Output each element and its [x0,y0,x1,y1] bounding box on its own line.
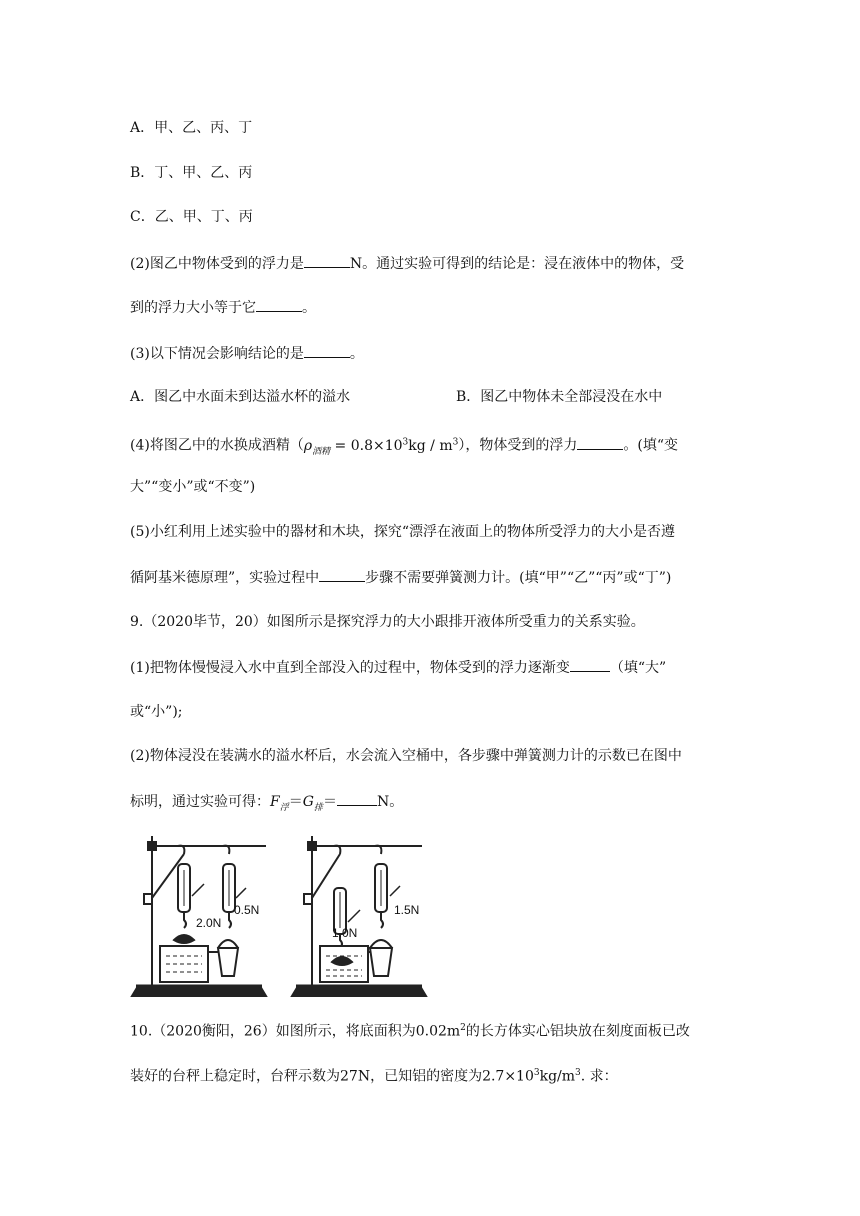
answer-blank[interactable] [304,253,350,268]
q5-line2: 循阿基米德原理”，实验过程中 步骤不需要弹簧测力计。(填“甲”“乙”“丙”或“丁”) [130,567,671,588]
experiment-figure [126,828,428,998]
answer-blank[interactable] [304,343,350,358]
q4-line2: 大”“变小”或“不变”) [130,479,256,495]
option-c: C．乙、甲、丁、丙 [130,209,253,225]
left-reading-2: 0.5N [234,903,260,917]
q10-line2: 装好的台秤上稳定时，台秤示数为27N，已知铝的密度为$2.7\times 10^3kg/m^3$. 求： [130,1068,618,1085]
q3-options [130,387,730,407]
q3-option-a: A．图乙中水面未到达溢水杯的溢水 [130,389,351,405]
q9-p2-line1: (2)物体浸没在装满水的溢水杯后，水会流入空桶中，各步骤中弹簧测力计的示数已在图中 [130,748,682,764]
q5-line1: (5)小红利用上述实验中的器材和木块，探究“漂浮在液面上的物体所受浮力的大小是否遵 [130,524,675,540]
q2-line1: (2)图乙中物体受到的浮力是 N。通过实验可得到的结论是：浸在液体中的物体，受 [130,253,684,274]
right-reading-2: 1.5N [394,903,420,917]
q10-line1: 10.（2020衡阳，26）如图所示，将底面积为$0.02m^2$的长方体实心铝块放在刻度面板已改 [130,1023,690,1040]
answer-blank[interactable] [256,297,302,312]
answer-blank[interactable] [319,567,365,582]
option-a: A．甲、乙、丙、丁 [130,120,253,136]
q2-line2: 到的浮力大小等于它 。 [130,297,316,318]
q9-p2-line2: 标明，通过实验可得：$F_浮=G_排= N$。 [130,791,403,818]
q3-option-b: B．图乙中物体未全部浸没在水中 [456,389,663,405]
q9-title: 9.（2020毕节，20）如图所示是探究浮力的大小跟排开液体所受重力的关系实验。 [130,614,645,630]
q9-p1-line2: 或“小”); [130,704,183,720]
right-reading-1: 1.0N [332,926,358,940]
q9-p1-line1: (1)把物体慢慢浸入水中直到全部没入的过程中，物体受到的浮力逐渐变 （填“大” [130,657,666,678]
buoyancy-formula: $F_浮=G_排=$ [270,794,337,813]
answer-blank[interactable] [570,657,610,672]
answer-blank[interactable] [577,435,623,450]
density-formula: $\rho_{酒精} = 0.8\times 10^3kg / m^3$ [303,437,459,457]
q4-line1: (4)将图乙中的水换成酒精$(\rho_{酒精} = 0.8\times 10^3kg / m^3)$，物体受到的浮力 。(填“变 [130,432,678,461]
answer-blank[interactable] [337,791,377,806]
left-reading-1: 2.0N [196,916,222,930]
option-b: B．丁、甲、乙、丙 [130,165,253,181]
q3-line: (3)以下情况会影响结论的是 。 [130,343,364,364]
